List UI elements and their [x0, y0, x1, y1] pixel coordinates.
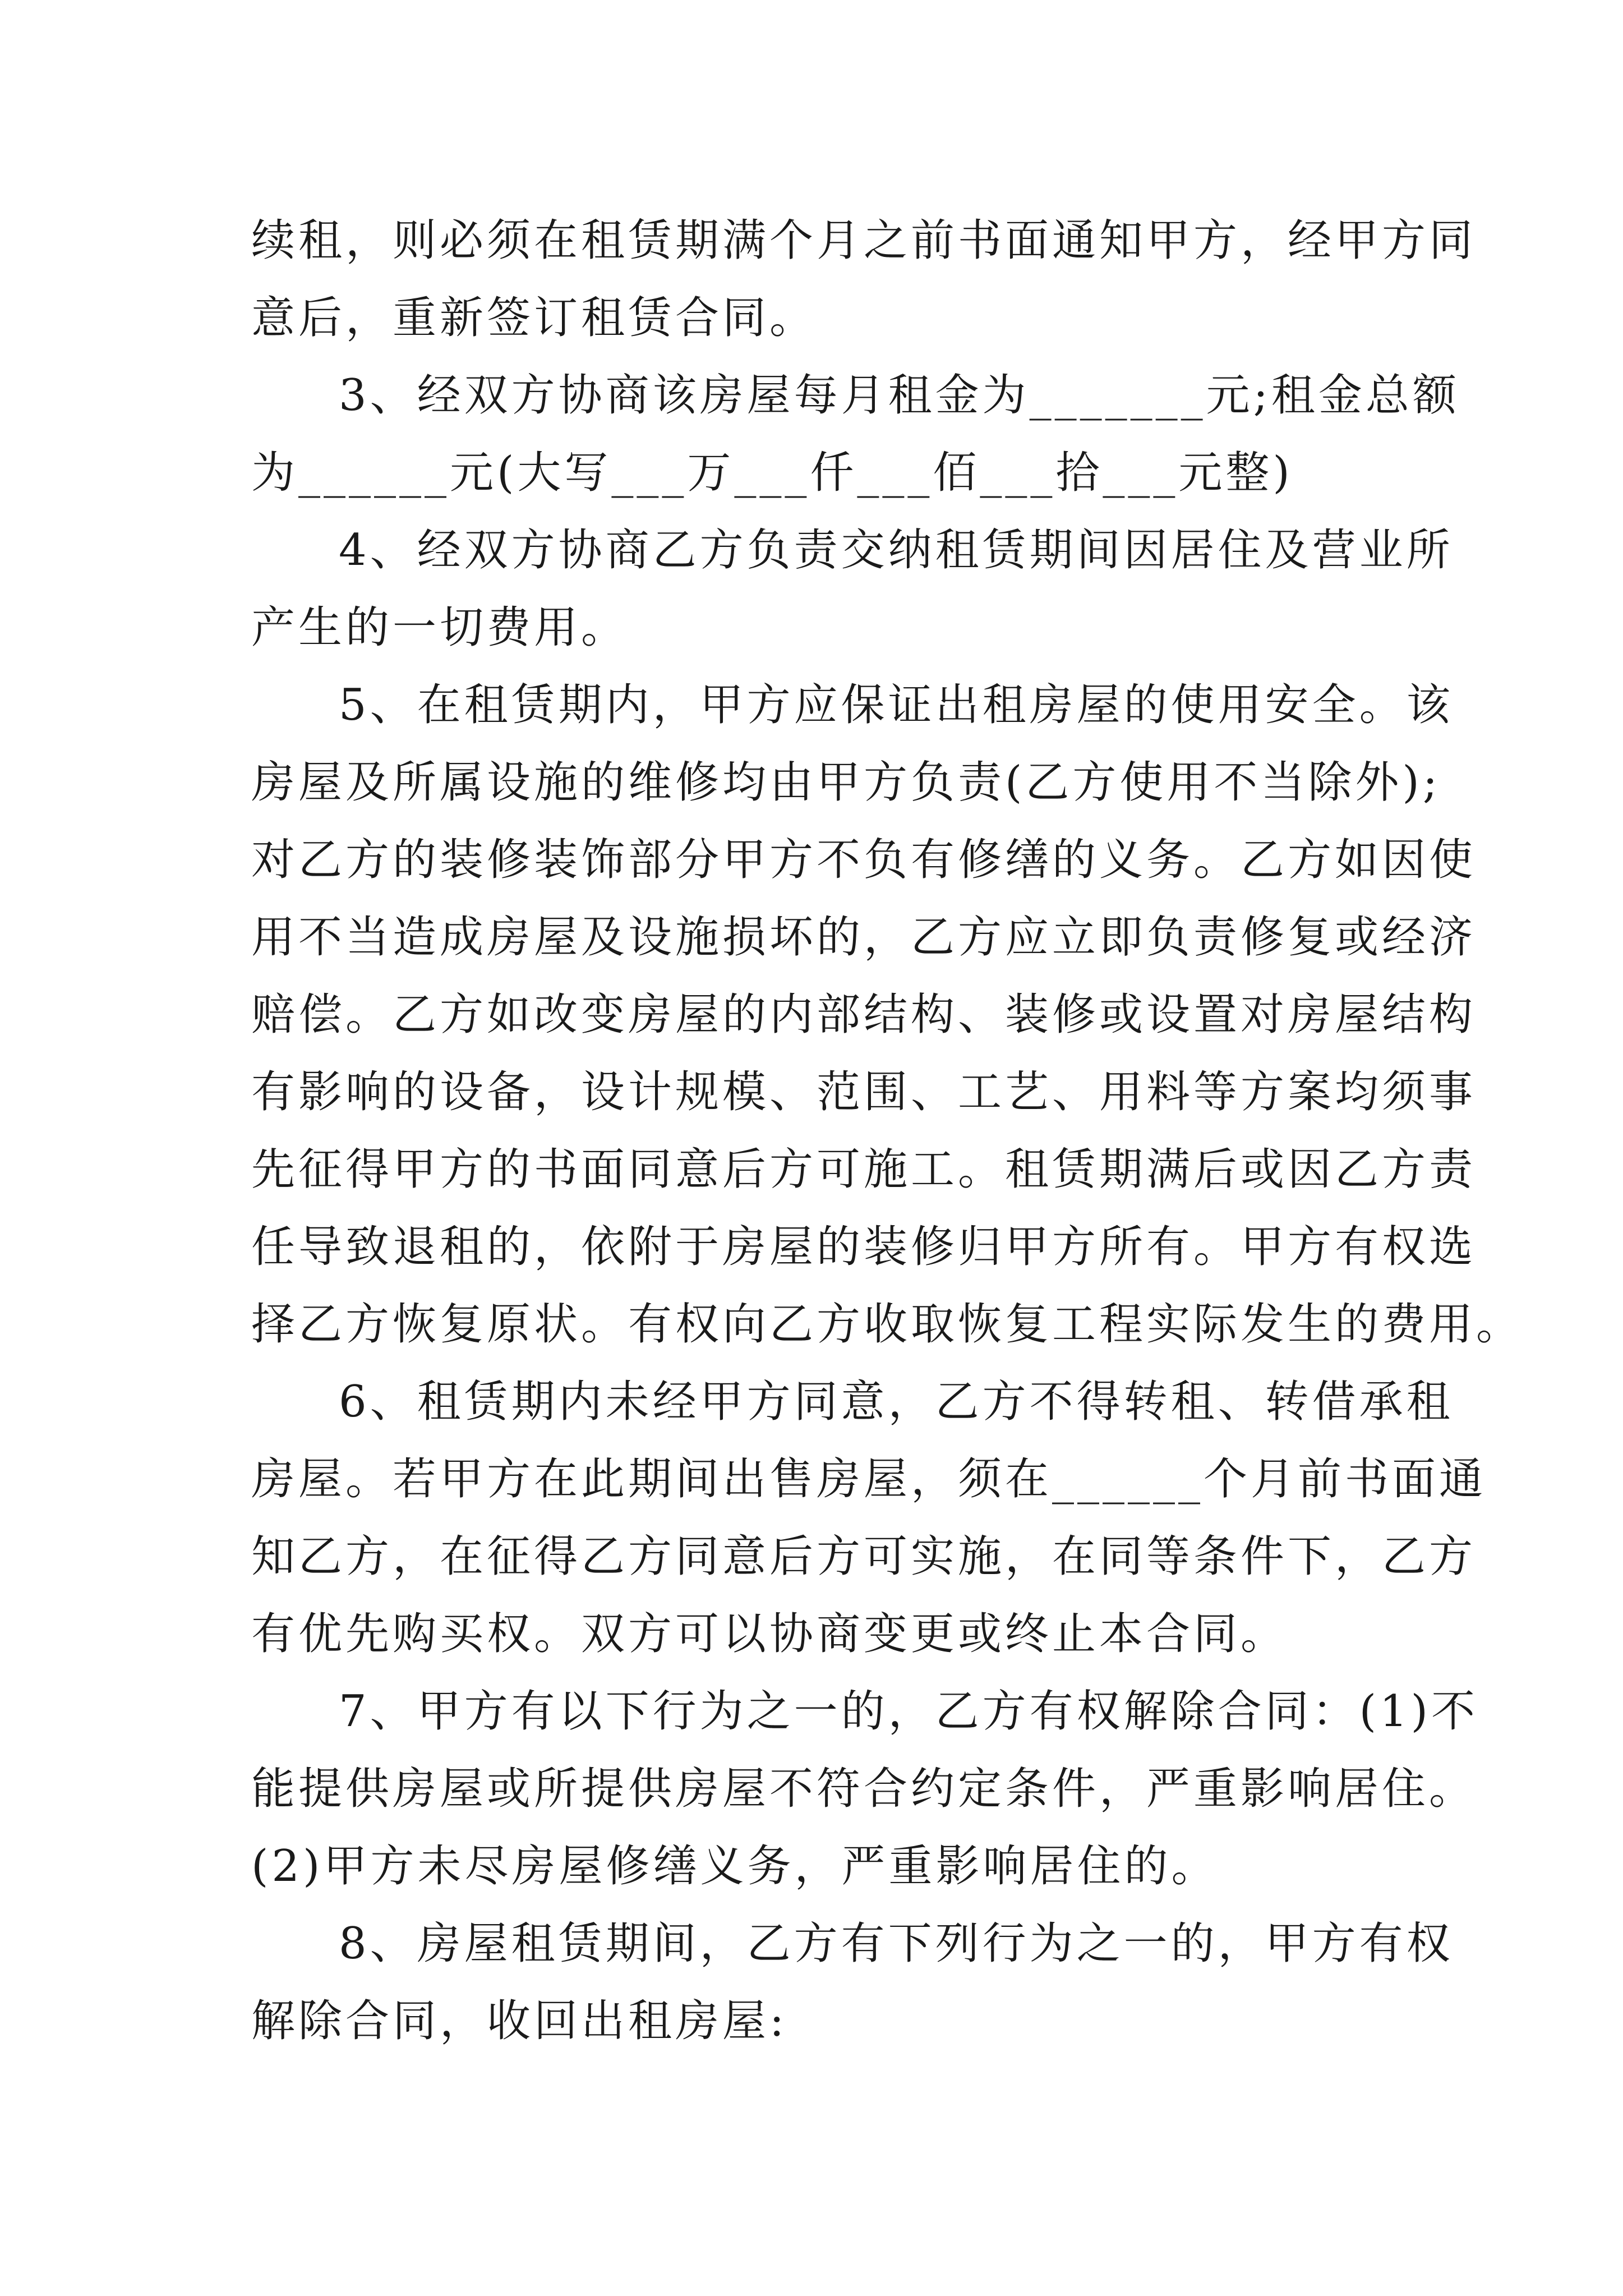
contract-body-text: [251, 202, 1524, 2060]
text-line: 赔偿。乙方如改变房屋的内部结构、装修或设置对房屋结构: [251, 990, 1477, 1040]
text-line: 能提供房屋或所提供房屋不符合约定条件，严重影响居住。: [251, 1764, 1477, 1814]
clause-7-start: 7、甲方有以下行为之一的，乙方有权解除合同：(1)不: [339, 1686, 1479, 1737]
text-line: 为______元(大写___万___仟___佰___拾___元整): [251, 448, 1293, 498]
text-line: 择乙方恢复原状。有权向乙方收取恢复工程实际发生的费用。: [251, 1299, 1524, 1350]
text-line: 产生的一切费用。: [251, 602, 629, 653]
text-line: 意后，重新签订租赁合同。: [251, 293, 817, 343]
text-line: 解除合同，收回出租房屋:: [251, 1996, 788, 2046]
text-line: (2)甲方未尽房屋修缮义务，严重影响居住的。: [251, 1841, 1219, 1892]
text-line: 先征得甲方的书面同意后方可施工。租赁期满后或因乙方责: [251, 1144, 1477, 1195]
clause-3-start: 3、经双方协商该房屋每月租金为_______元;租金总额: [339, 370, 1460, 421]
text-line: 有优先购买权。双方可以协商变更或终止本合同。: [251, 1609, 1288, 1659]
text-line: 用不当造成房屋及设施损坏的，乙方应立即负责修复或经济: [251, 912, 1477, 963]
clause-6-start: 6、租赁期内未经甲方同意，乙方不得转租、转借承租: [339, 1377, 1454, 1427]
text-line: 房屋。若甲方在此期间出售房屋，须在______个月前书面通: [251, 1454, 1487, 1504]
clause-4-start: 4、经双方协商乙方负责交纳租赁期间因居住及营业所: [339, 525, 1454, 576]
text-line: 续租，则必须在租赁期满个月之前书面通知甲方，经甲方同: [251, 215, 1477, 266]
clause-5-start: 5、在租赁期内，甲方应保证出租房屋的使用安全。该: [339, 680, 1454, 730]
text-line: 房屋及所属设施的维修均由甲方负责(乙方使用不当除外);: [251, 757, 1441, 808]
text-line: 对乙方的装修装饰部分甲方不负有修缮的义务。乙方如因使: [251, 835, 1477, 885]
text-line: 有影响的设备，设计规模、范围、工艺、用料等方案均须事: [251, 1067, 1477, 1117]
clause-8-start: 8、房屋租赁期间，乙方有下列行为之一的，甲方有权: [339, 1918, 1454, 1969]
text-line: 知乙方，在征得乙方同意后方可实施，在同等条件下，乙方: [251, 1531, 1477, 1582]
text-line: 任导致退租的，依附于房屋的装修归甲方所有。甲方有权选: [251, 1222, 1477, 1272]
